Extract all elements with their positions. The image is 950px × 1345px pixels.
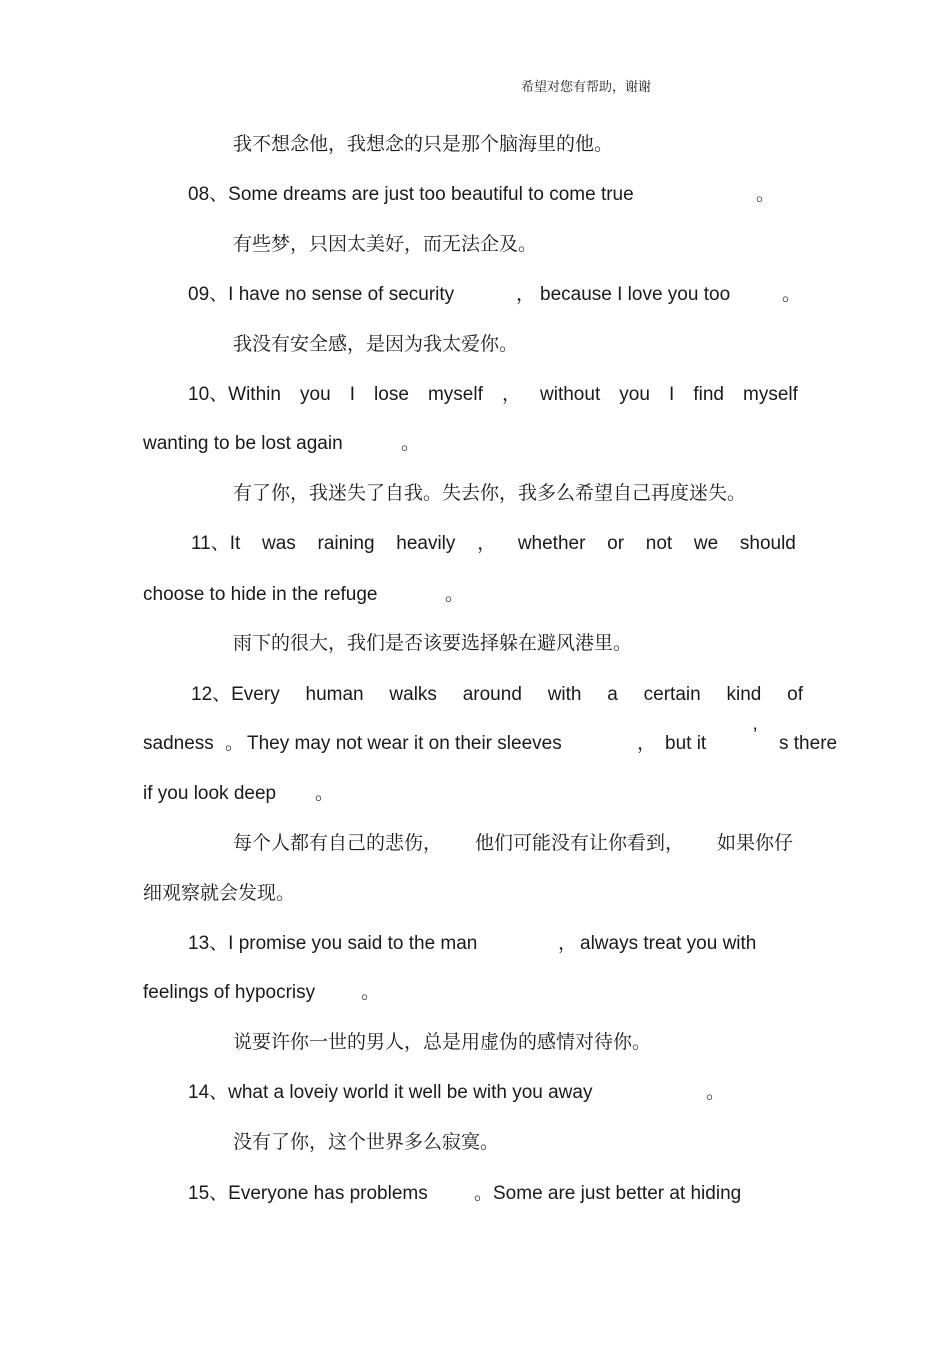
end-mark: 。 xyxy=(315,783,335,804)
word: certain xyxy=(643,684,701,705)
item-number: 14、 xyxy=(188,1082,229,1103)
numbered-line-15 xyxy=(188,1182,788,1206)
end-mark: 。 xyxy=(445,584,465,605)
word: 12、Every xyxy=(191,684,280,705)
numbered-line-14 xyxy=(188,1081,728,1105)
word: without xyxy=(540,384,601,405)
comma-mark: ， xyxy=(516,284,536,305)
text-line xyxy=(143,981,383,1005)
word: around xyxy=(462,684,522,705)
numbered-line-09 xyxy=(188,283,802,307)
word: kind xyxy=(726,684,762,705)
sentence-text: Everyone has problems xyxy=(228,1183,428,1204)
sentence-text: always treat you with xyxy=(580,933,757,954)
text-line: 我没有安全感，是因为我太爱你。 xyxy=(233,333,519,355)
text-line: 有了你，我迷失了自我。失去你，我多么希望自己再度迷失。 xyxy=(233,482,747,504)
word: not xyxy=(645,533,673,554)
sentence-text: if you look deep xyxy=(143,783,277,804)
word: whether xyxy=(517,533,586,554)
word: myself xyxy=(743,384,798,405)
text-line: 有些梦，只因太美好，而无法企及。 xyxy=(233,233,538,255)
sentence-text: what a loveiy world it well be with you away xyxy=(228,1082,593,1103)
word: human xyxy=(305,684,364,705)
text-line: 雨下的很大，我们是否该要选择躲在避风港里。 xyxy=(233,632,633,654)
end-mark: 。 xyxy=(401,433,421,454)
word: raining xyxy=(317,533,375,554)
sentence-text: 每个人都有自己的悲伤， xyxy=(233,832,443,854)
end-mark: 。 xyxy=(361,982,381,1003)
word: walks xyxy=(389,684,437,705)
word: with xyxy=(547,684,582,705)
item-number: 13、 xyxy=(188,933,229,954)
word: find xyxy=(693,384,724,405)
numbered-line-08 xyxy=(188,183,776,207)
period-mark: 。 xyxy=(474,1183,494,1204)
text-line: 说要许你一世的男人，总是用虚伪的感情对待你。 xyxy=(233,1031,652,1053)
period-mark: 。 xyxy=(225,733,245,754)
sentence-text: Some are just better at hiding xyxy=(493,1183,742,1204)
sentence-text: They may not wear it on their sleeves xyxy=(247,733,562,754)
sentence-text: sadness xyxy=(143,733,214,754)
end-mark: 。 xyxy=(756,184,776,205)
sentence-text: 他们可能没有让你看到， xyxy=(475,832,685,854)
word: I xyxy=(668,384,675,405)
word: or xyxy=(607,533,625,554)
text-line xyxy=(143,583,463,607)
word: 11、It xyxy=(191,533,241,554)
text-line xyxy=(233,831,803,855)
word: ， xyxy=(501,384,521,405)
word: you xyxy=(300,384,331,405)
sentence-text: but it xyxy=(665,733,707,754)
sentence-text: s there xyxy=(779,733,838,754)
text-line: 细观察就会发现。 xyxy=(143,882,296,904)
word: I xyxy=(349,384,355,405)
end-mark: 。 xyxy=(782,284,802,305)
word: was xyxy=(262,533,296,554)
word: of xyxy=(787,684,803,705)
word: myself xyxy=(427,384,483,405)
word: lose xyxy=(374,384,409,405)
numbered-line-12 xyxy=(191,683,803,707)
sentence-text: because I love you too xyxy=(540,284,731,305)
sentence-text: 如果你仔 xyxy=(717,832,794,854)
sentence-text: feelings of hypocrisy xyxy=(143,982,316,1003)
word: heavily xyxy=(396,533,456,554)
sentence-text: choose to hide in the refuge xyxy=(143,584,378,605)
numbered-line-13 xyxy=(188,932,788,956)
word: you xyxy=(619,384,650,405)
sentence-text: I promise you said to the man xyxy=(228,933,478,954)
text-line xyxy=(143,725,843,756)
comma-mark: ， xyxy=(558,933,578,954)
comma-mark: ， xyxy=(637,733,657,754)
text-line xyxy=(143,432,423,456)
item-number: 09、 xyxy=(188,284,229,305)
text-line xyxy=(143,782,343,806)
word: 10、Within xyxy=(188,384,281,405)
numbered-line-10 xyxy=(188,383,798,407)
word: we xyxy=(693,533,719,554)
apostrophe-mark: ’ xyxy=(753,725,758,746)
sentence-text: Some dreams are just too beautiful to come true xyxy=(228,184,634,205)
item-number: 08、 xyxy=(188,184,229,205)
end-mark: 。 xyxy=(706,1082,726,1103)
sentence-text: I have no sense of security xyxy=(228,284,455,305)
sentence-text: wanting to be lost again xyxy=(143,433,343,454)
item-number: 15、 xyxy=(188,1183,229,1204)
numbered-line-11 xyxy=(191,532,796,556)
text-line: 我不想念他，我想念的只是那个脑海里的他。 xyxy=(233,133,614,155)
word: ， xyxy=(477,533,497,554)
word: a xyxy=(607,684,618,705)
text-line: 没有了你，这个世界多么寂寞。 xyxy=(233,1131,500,1153)
page-header: 希望对您有帮助，谢谢 xyxy=(521,80,652,95)
word: should xyxy=(739,533,796,554)
